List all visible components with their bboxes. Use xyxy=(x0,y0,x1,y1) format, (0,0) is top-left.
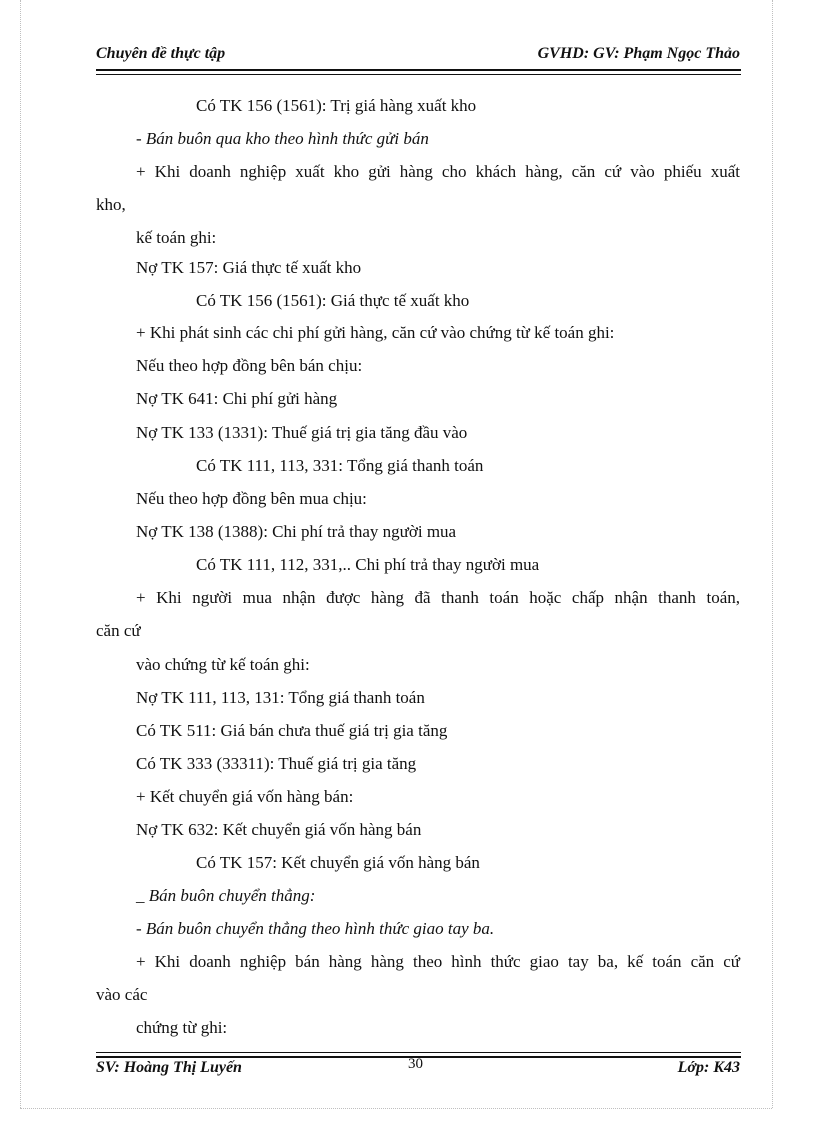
body-line-italic: - Bán buôn qua kho theo hình thức gửi bán xyxy=(136,129,429,148)
body-line: Nợ TK 632: Kết chuyển giá vốn hàng bán xyxy=(136,820,422,839)
body-line: kế toán ghi: xyxy=(136,228,217,247)
body-line: vào các xyxy=(96,985,148,1004)
body-line-justified: + Khi doanh nghiệp bán hàng hàng theo hình thức giao tay ba, kế toán căn cứ xyxy=(136,952,740,971)
body-line: Nợ TK 111, 113, 131: Tổng giá thanh toán xyxy=(136,688,425,707)
body-line: Nếu theo hợp đồng bên mua chịu: xyxy=(136,489,367,508)
body-line: Nợ TK 133 (1331): Thuế giá trị gia tăng đầu vào xyxy=(136,423,468,442)
body-line: Có TK 156 (1561): Trị giá hàng xuất kho xyxy=(196,96,477,115)
header-rule xyxy=(96,69,741,75)
body-line: chứng từ ghi: xyxy=(136,1018,228,1037)
body-line: Có TK 333 (33311): Thuế giá trị gia tăng xyxy=(136,754,417,773)
body-line: Nợ TK 138 (1388): Chi phí trả thay người mua xyxy=(136,522,457,541)
footer-student: SV: Hoàng Thị Luyến xyxy=(96,1059,242,1076)
body-line: Có TK 511: Giá bán chưa thuế giá trị gia tăng xyxy=(136,721,448,740)
page-border-left xyxy=(20,0,21,1108)
page-border-bottom xyxy=(20,1108,772,1109)
page-border-right xyxy=(772,0,773,1108)
body-line: + Kết chuyển giá vốn hàng bán: xyxy=(136,787,354,806)
body-line-italic: - Bán buôn chuyển thẳng theo hình thức giao tay ba. xyxy=(136,919,495,938)
body-line: kho, xyxy=(96,195,126,214)
body-line: Có TK 157: Kết chuyển giá vốn hàng bán xyxy=(196,853,480,872)
body-line: căn cứ xyxy=(96,621,141,640)
body-line: Có TK 111, 112, 331,.. Chi phí trả thay người mua xyxy=(196,555,540,574)
header-left-title: Chuyên đề thực tập xyxy=(96,45,226,62)
body-line-justified: + Khi người mua nhận được hàng đã thanh toán hoặc chấp nhận thanh toán, xyxy=(136,588,740,607)
page-number: 30 xyxy=(408,1056,423,1072)
footer-class: Lớp: K43 xyxy=(677,1059,740,1076)
header-right-supervisor: GVHD: GV: Phạm Ngọc Thảo xyxy=(537,45,740,62)
body-line: Có TK 156 (1561): Giá thực tế xuất kho xyxy=(196,291,470,310)
body-line: vào chứng từ kế toán ghi: xyxy=(136,655,310,674)
body-line: + Khi phát sinh các chi phí gửi hàng, căn cứ vào chứng từ kế toán ghi: xyxy=(136,323,615,342)
page-header xyxy=(96,45,740,67)
body-line: Có TK 111, 113, 331: Tổng giá thanh toán xyxy=(196,456,484,475)
body-line-justified: + Khi doanh nghiệp xuất kho gửi hàng cho khách hàng, căn cứ vào phiếu xuất xyxy=(136,162,740,181)
body-line: Nếu theo hợp đồng bên bán chịu: xyxy=(136,356,363,375)
body-line: Nợ TK 641: Chi phí gửi hàng xyxy=(136,389,338,408)
body-line: Nợ TK 157: Giá thực tế xuất kho xyxy=(136,258,362,277)
body-line-italic: _ Bán buôn chuyển thẳng: xyxy=(136,886,316,905)
